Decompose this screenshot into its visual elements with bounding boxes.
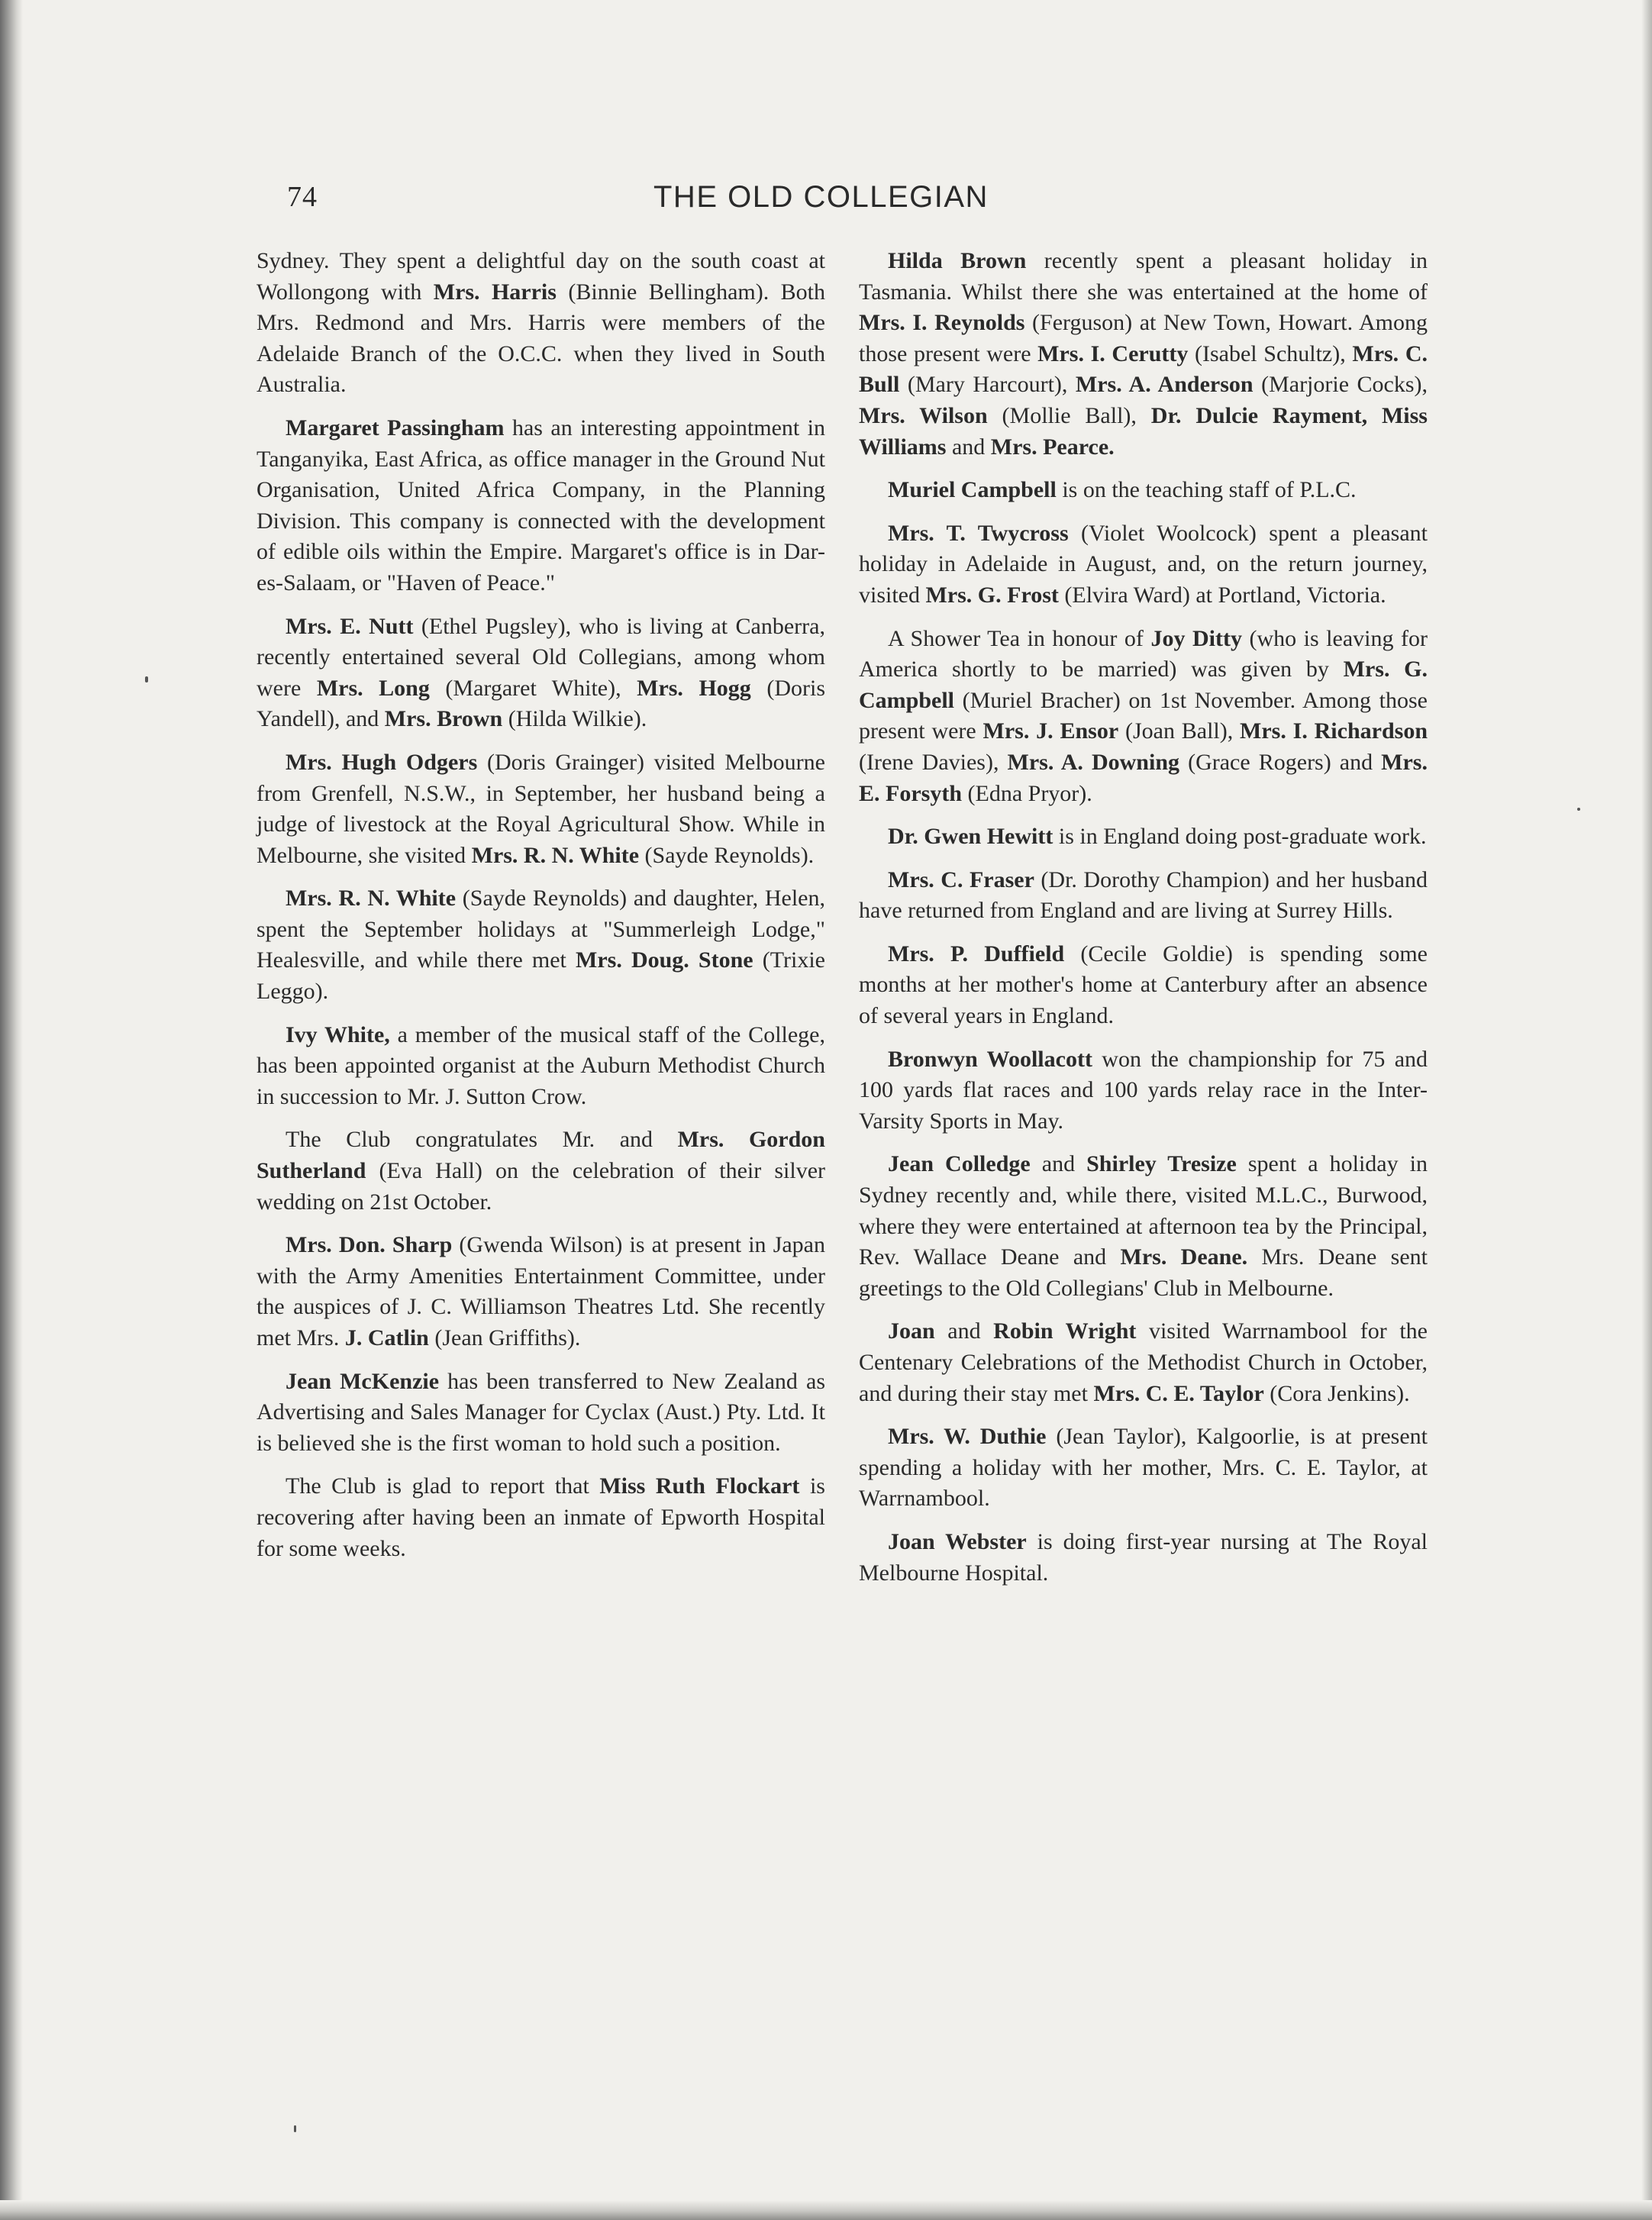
bold-name: Mrs. Brown xyxy=(384,706,503,732)
text-run: (Jean Taylor), Kalgoorlie, is at present spending a holiday with her mother, Mrs. C. E. Taylor, at Warrnambool. xyxy=(859,1424,1428,1512)
text-run: (Eva Hall) on the celebration of their silver wedding on 21st October. xyxy=(257,1158,825,1215)
text-run: (Edna Pryor). xyxy=(962,780,1092,806)
bold-name: Mrs. P. Duffield xyxy=(888,941,1065,966)
bold-name: Dr. Dulcie Rayment, Miss Williams xyxy=(859,402,1428,460)
bold-name: Jean McKenzie xyxy=(286,1368,440,1394)
paragraph xyxy=(859,865,1428,927)
paragraph xyxy=(859,821,1428,853)
text-run: (Elvira Ward) at Portland, Victoria. xyxy=(1058,582,1386,608)
bold-name: Dr. Gwen Hewitt xyxy=(888,824,1053,850)
bold-name: Mrs. Hugh Odgers xyxy=(286,749,478,775)
text-run: (Joan Ball), xyxy=(1118,718,1241,744)
text-run: (Margaret White), xyxy=(429,675,637,701)
bold-name: J. Catlin xyxy=(344,1325,429,1350)
text-run: (Binnie Bellingham). Both Mrs. Redmond and Mrs. Harris were members of the Adelaide Branch of the O.C.C. when they lived in South Australia. xyxy=(257,279,825,398)
paragraph xyxy=(257,1125,825,1218)
paragraph xyxy=(859,624,1428,810)
text-run: has been transferred to New Zealand as Advertising and Sales Manager for Cyclax (Aust.) Pty. Ltd. It is believed she is the first woman to hold such a position. xyxy=(257,1368,825,1456)
paragraph xyxy=(257,747,825,871)
page-binding-shadow xyxy=(0,0,23,2220)
bold-name: Mrs. I. Reynolds xyxy=(859,310,1025,336)
paragraph xyxy=(859,939,1428,1032)
text-run: Sydney. They spent a delightful day on the south coast at Wollongong with xyxy=(257,248,825,305)
text-run: recently spent a pleasant holiday in Tasmania. Whilst there she was entertained at the home of xyxy=(859,248,1428,305)
bold-name: Mrs. G. Frost xyxy=(925,582,1059,608)
paragraph xyxy=(257,246,825,401)
text-run: (Muriel Bracher) on 1st November. Among those present were xyxy=(859,687,1428,744)
text-run: (who is leaving for America shortly to be married) was given by xyxy=(859,625,1428,682)
text-run: (Trixie Leggo). xyxy=(257,947,825,1005)
bold-name: Joan xyxy=(888,1318,935,1344)
text-run: A Shower Tea in honour of xyxy=(888,625,1151,651)
text-run: spent a holiday in Sydney recently and, while there, visited M.L.C., Burwood, where they were entertained at afternoon tea by the Principal, Rev. Wallace Deane and xyxy=(859,1151,1428,1270)
text-run: (Hilda Wilkie). xyxy=(502,706,647,732)
scan-speck xyxy=(145,676,148,682)
bold-name: Mrs. Long xyxy=(316,675,430,701)
bold-name: Mrs. Harris xyxy=(433,279,557,305)
text-run: The Club is glad to report that xyxy=(286,1473,600,1499)
bold-name: Shirley Tresize xyxy=(1086,1151,1237,1177)
bold-name: Bronwyn Woollacott xyxy=(888,1046,1092,1072)
bold-name: Mrs. C. Fraser xyxy=(888,866,1034,892)
paragraph xyxy=(859,1527,1428,1589)
text-run: (Ferguson) at New Town, Howart. Among those present were xyxy=(859,310,1428,366)
paragraph xyxy=(257,413,825,599)
page-right-edge xyxy=(1641,0,1652,2220)
bold-name: Mrs. Pearce. xyxy=(990,434,1115,460)
paragraph xyxy=(859,518,1428,611)
text-run: (Mary Harcourt), xyxy=(899,372,1076,398)
text-run: is on the teaching staff of P.L.C. xyxy=(1056,477,1357,503)
text-run: a member of the musical staff of the College, has been appointed organist at the Auburn Methodist Church in succession to Mr. J. Sutton Crow. xyxy=(257,1021,825,1109)
text-run: (Grace Rogers) and xyxy=(1179,749,1382,775)
paragraph xyxy=(859,1044,1428,1137)
bold-name: Mrs. W. Duthie xyxy=(888,1424,1047,1450)
text-run: (Isabel Schultz), xyxy=(1188,340,1353,366)
bold-name: Mrs. G. Campbell xyxy=(859,657,1428,713)
paragraph xyxy=(257,1230,825,1354)
bold-name: Mrs. Hogg xyxy=(637,675,751,701)
paragraph xyxy=(859,1316,1428,1409)
bold-name: Ivy White, xyxy=(286,1021,390,1047)
text-run: Mrs. Deane sent greetings to the Old Collegians' Club in Melbourne. xyxy=(859,1244,1428,1301)
paragraph xyxy=(257,1367,825,1460)
text-run: (Doris Grainger) visited Melbourne from Grenfell, N.S.W., in September, her husband being a judge of livestock at the Royal Agricultural Show. While in Melbourne, she visited xyxy=(257,749,825,868)
bold-name: Robin Wright xyxy=(993,1318,1137,1344)
text-run: The Club congratulates Mr. and xyxy=(286,1127,678,1153)
text-run: (Cora Jenkins). xyxy=(1263,1380,1410,1406)
text-run: (Mollie Ball), xyxy=(987,402,1151,428)
page-number: 74 xyxy=(287,181,318,213)
text-run: (Sayde Reynolds) and daughter, Helen, spent the September holidays at "Summerleigh Lodge," Healesville, and while there met xyxy=(257,886,825,973)
bold-name: Mrs. Don. Sharp xyxy=(286,1232,453,1258)
text-run: is in England doing post-graduate work. xyxy=(1053,824,1427,850)
paragraph xyxy=(859,1149,1428,1304)
bold-name: Mrs. Deane. xyxy=(1120,1244,1248,1270)
text-run: (Dr. Dorothy Champion) and her husband have returned from England and are living at Surrey Hills. xyxy=(859,866,1428,924)
text-run: has an interesting appointment in Tanganyika, East Africa, as office manager in the Ground Nut Organisation, United Africa Company, in the Planning Division. This company is connected with the development of edible oils within the Empire. Margaret's office is in Dar-es-Salaam, or "Haven of Peace." xyxy=(257,415,825,595)
paragraph xyxy=(257,1471,825,1564)
bold-name: Mrs. R. N. White xyxy=(286,886,457,912)
text-run: (Jean Griffiths). xyxy=(428,1325,581,1350)
text-run: and xyxy=(946,434,991,460)
paragraph xyxy=(257,611,825,735)
paragraph xyxy=(859,1421,1428,1515)
paragraph xyxy=(257,1020,825,1113)
bold-name: Muriel Campbell xyxy=(888,477,1057,503)
paragraph xyxy=(859,475,1428,506)
bold-name: Mrs. A. Downing xyxy=(1007,749,1180,775)
text-run: visited Warrnambool for the Centenary Celebrations of the Methodist Church in October, and during their stay met xyxy=(859,1318,1428,1406)
text-run: (Ethel Pugsley), who is living at Canberra, recently entertained several Old Collegians, among whom were xyxy=(257,613,825,701)
text-run: (Sayde Reynolds). xyxy=(639,842,815,868)
bold-name: Mrs. Doug. Stone xyxy=(576,947,753,973)
text-run: won the championship for 75 and 100 yards flat races and 100 yards relay race in the Inter-Varsity Sports in May. xyxy=(859,1046,1428,1134)
paragraph xyxy=(257,883,825,1007)
bold-name: Mrs. C. Bull xyxy=(859,340,1428,398)
text-run: (Gwenda Wilson) is at present in Japan with the Army Amenities Entertainment Committee, under the auspices of J. C. Williamson Theatres Ltd. She recently met Mrs. xyxy=(257,1232,825,1350)
text-run: (Irene Davies), xyxy=(859,749,1008,775)
bold-name: Mrs. E. Nutt xyxy=(286,613,414,639)
text-run: is recovering after having been an inmate of Epworth Hospital for some weeks. xyxy=(257,1473,825,1561)
bold-name: Mrs. A. Anderson xyxy=(1075,372,1254,398)
bold-name: Mrs. E. Forsyth xyxy=(859,749,1428,806)
page-bottom-edge xyxy=(0,2200,1652,2220)
text-run: and xyxy=(1030,1151,1087,1177)
journal-title: THE OLD COLLEGIAN xyxy=(653,180,989,214)
bold-name: Mrs. C. E. Taylor xyxy=(1093,1380,1264,1406)
bold-name: Jean Colledge xyxy=(888,1151,1031,1177)
bold-name: Joy Ditty xyxy=(1150,625,1242,651)
bold-name: Joan Webster xyxy=(888,1528,1027,1554)
bold-name: Mrs. Gordon Sutherland xyxy=(257,1127,825,1184)
text-run: is doing first-year nursing at The Royal Melbourne Hospital. xyxy=(859,1528,1428,1586)
bold-name: Mrs. I. Richardson xyxy=(1240,718,1428,744)
text-run: and xyxy=(934,1318,994,1344)
bold-name: Miss Ruth Flockart xyxy=(599,1473,800,1499)
paragraph xyxy=(859,246,1428,463)
bold-name: Mrs. J. Ensor xyxy=(982,718,1119,744)
bold-name: Hilda Brown xyxy=(888,248,1027,273)
text-run: (Violet Woolcock) spent a pleasant holiday in Adelaide in August, and, on the return journey, visited xyxy=(859,520,1428,608)
bold-name: Mrs. I. Cerutty xyxy=(1037,340,1189,366)
scan-speck xyxy=(294,2125,296,2132)
text-run: (Doris Yandell), and xyxy=(257,675,826,732)
text-run: (Marjorie Cocks), xyxy=(1253,372,1428,398)
bold-name: Mrs. T. Twycross xyxy=(888,520,1069,546)
scan-speck xyxy=(1577,808,1580,811)
left-column xyxy=(257,246,825,1576)
page-header xyxy=(287,180,1447,226)
bold-name: Mrs. Wilson xyxy=(859,402,988,428)
bold-name: Margaret Passingham xyxy=(286,415,505,440)
right-column xyxy=(859,246,1428,1601)
text-run: (Cecile Goldie) is spending some months at her mother's home at Canterbury after an absence of several years in England. xyxy=(859,941,1428,1029)
bold-name: Mrs. R. N. White xyxy=(471,842,640,868)
